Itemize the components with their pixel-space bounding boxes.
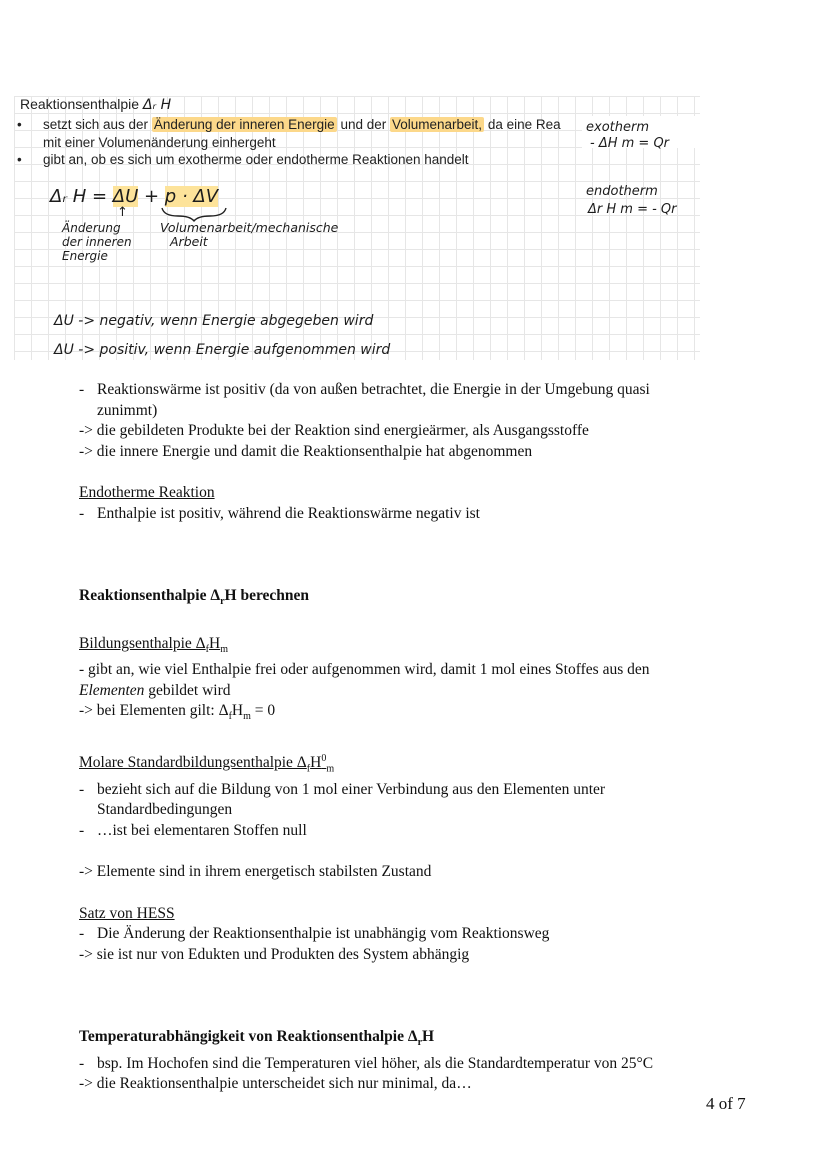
bullet1-text-a: setzt sich aus der xyxy=(43,117,152,132)
list-item xyxy=(79,380,739,421)
notes-title xyxy=(20,96,171,113)
formation-heading-a: Bildungsenthalpie Δ xyxy=(79,634,206,652)
endotherm-equation: Δr H m = - Qr xyxy=(588,202,677,217)
notes-title-symbol: Δᵣ H xyxy=(142,97,172,113)
formation-heading-sub1: f xyxy=(205,643,209,655)
exotherm-equation: - ΔH m = Qr xyxy=(590,136,670,151)
list-item xyxy=(79,821,739,842)
formation-heading-sub2: m xyxy=(220,643,228,655)
highlight-volume-work: Volumenarbeit, xyxy=(392,117,483,132)
label-inner-energy-line1: Änderung xyxy=(62,221,121,235)
formation-line1: - gibt an, wie viel Enthalpie frei oder aufgenommen wird, damit 1 mol eines Stoffes aus den xyxy=(79,661,650,679)
highlight-inner-energy: Änderung der inneren Energie xyxy=(153,117,335,132)
formation-heading-b: H xyxy=(208,634,221,652)
temperature-line2: -> die Reaktionsenthalpie unterscheidet sich nur minimal, da… xyxy=(79,1075,472,1093)
temperature-heading-sub: r xyxy=(417,1037,423,1049)
formation-line3 xyxy=(79,701,739,728)
dash: - xyxy=(79,925,85,943)
list-item xyxy=(79,780,739,821)
endotherm-line: Enthalpie ist positiv, während die Reaktionswärme negativ ist xyxy=(97,504,480,522)
formula-lhs: Δᵣ H = xyxy=(50,186,113,207)
bullet-dot: • xyxy=(17,117,22,132)
formation-line3-b: H xyxy=(231,702,244,720)
label-volume-line1: Volumenarbeit/mechanische xyxy=(160,220,339,235)
formation-heading xyxy=(79,634,739,661)
notes-bullet-1 xyxy=(17,117,617,132)
temperature-heading xyxy=(79,1027,739,1054)
hess-heading: Satz von HESS xyxy=(79,904,175,922)
molar-line1-cont: Standardbedingungen xyxy=(97,801,233,819)
reaction-heat-line-cont: zunimmt) xyxy=(97,401,158,419)
endotherm-label: endotherm xyxy=(586,184,658,199)
temperature-heading-a: Temperaturabhängigkeit von Reaktionsenthalpie Δ xyxy=(79,1028,418,1046)
reaction-heat-line: Reaktionswärme ist positiv (da von außen betrachtet, die Energie in der Umgebung quasi xyxy=(97,381,650,398)
bullet1-text-c: da eine Rea xyxy=(484,117,561,132)
bullet-dot: • xyxy=(17,152,22,167)
delta-u-positive-note: ΔU -> positiv, wenn Energie aufgenommen wird xyxy=(54,342,391,358)
molar-heading-b: H xyxy=(310,753,322,771)
exotherm-note-box xyxy=(582,116,700,151)
calc-heading-b: H berechnen xyxy=(224,587,310,604)
molar-line2: …ist bei elementaren Stoffen null xyxy=(97,821,307,839)
list-item xyxy=(79,924,739,945)
label-inner-energy-line2: der inneren xyxy=(62,235,132,249)
label-volume-line2: Arbeit xyxy=(170,234,208,249)
dash: - xyxy=(79,504,85,522)
calc-heading xyxy=(79,586,739,613)
formation-line2-rest: gebildet wird xyxy=(144,681,231,699)
document-body xyxy=(79,380,739,1095)
formula-delta-u: ΔU xyxy=(112,186,139,207)
formation-line3-c: = 0 xyxy=(250,702,276,720)
formation-line3-sub1: f xyxy=(228,711,232,723)
hess-line1: Die Änderung der Reaktionsenthalpie ist unabhängig vom Reaktionsweg xyxy=(97,925,550,943)
page-number: 4 of 7 xyxy=(706,1094,746,1113)
formation-line2 xyxy=(79,681,739,702)
temperature-line1: bsp. Im Hochofen sind die Temperaturen viel höher, als die Standardtemperatur von 25°C xyxy=(97,1054,654,1072)
elements-italic: Elementen xyxy=(79,681,145,699)
molar-heading-sub1: f xyxy=(306,763,311,775)
formula-p-delta-v: p · ΔV xyxy=(164,186,219,207)
list-item xyxy=(79,1054,739,1075)
bullet2-text: gibt an, ob es sich um exotherme oder endotherme Reaktionen handelt xyxy=(43,152,469,167)
temperature-heading-b: H xyxy=(422,1028,435,1046)
formation-line3-sub2: m xyxy=(243,711,251,723)
molar-heading-sup: 0 xyxy=(321,752,327,764)
hess-line2: -> sie ist nur von Edukten und Produkten des System abhängig xyxy=(79,945,470,963)
dash: - xyxy=(79,381,85,398)
formula-plus: + xyxy=(138,186,165,207)
list-item xyxy=(79,504,739,525)
label-volume-work xyxy=(160,221,338,249)
arrow-up-icon: ↑ xyxy=(117,205,128,220)
dash: - xyxy=(79,821,85,839)
notes-bullet-2 xyxy=(17,152,469,167)
exotherm-label: exotherm xyxy=(586,120,649,135)
dash: - xyxy=(79,780,85,798)
inner-energy-line: -> die innere Energie und damit die Reaktionsenthalpie hat abgenommen xyxy=(79,442,533,460)
molar-heading-a: Molare Standardbildungsenthalpie Δ xyxy=(79,753,307,771)
bullet1-line2: mit einer Volumenänderung einhergeht xyxy=(43,135,276,150)
dash: - xyxy=(79,1054,85,1072)
molar-heading-sub2: m xyxy=(326,763,335,775)
molar-heading xyxy=(79,749,739,780)
products-line: -> die gebildeten Produkte bei der Reaktion sind energieärmer, als Ausgangsstoffe xyxy=(79,422,589,439)
calc-heading-sub: r xyxy=(220,596,225,608)
stable-state-line: -> Elemente sind in ihrem energetisch stabilsten Zustand xyxy=(79,863,432,881)
calc-heading-a: Reaktionsenthalpie Δ xyxy=(79,587,221,604)
formation-line3-a: -> bei Elementen gilt: Δ xyxy=(79,702,229,720)
molar-line1: bezieht sich auf die Bildung von 1 mol einer Verbindung aus den Elementen unter xyxy=(97,780,606,798)
label-inner-energy-line3: Energie xyxy=(62,249,108,263)
label-inner-energy xyxy=(62,221,132,263)
bullet1-text-b: und der xyxy=(336,117,390,132)
notes-title-text: Reaktionsenthalpie xyxy=(20,96,143,112)
delta-u-negative-note: ΔU -> negativ, wenn Energie abgegeben wird xyxy=(54,313,374,329)
enthalpy-formula xyxy=(50,186,218,207)
endotherm-heading: Endotherme Reaktion xyxy=(79,484,215,501)
